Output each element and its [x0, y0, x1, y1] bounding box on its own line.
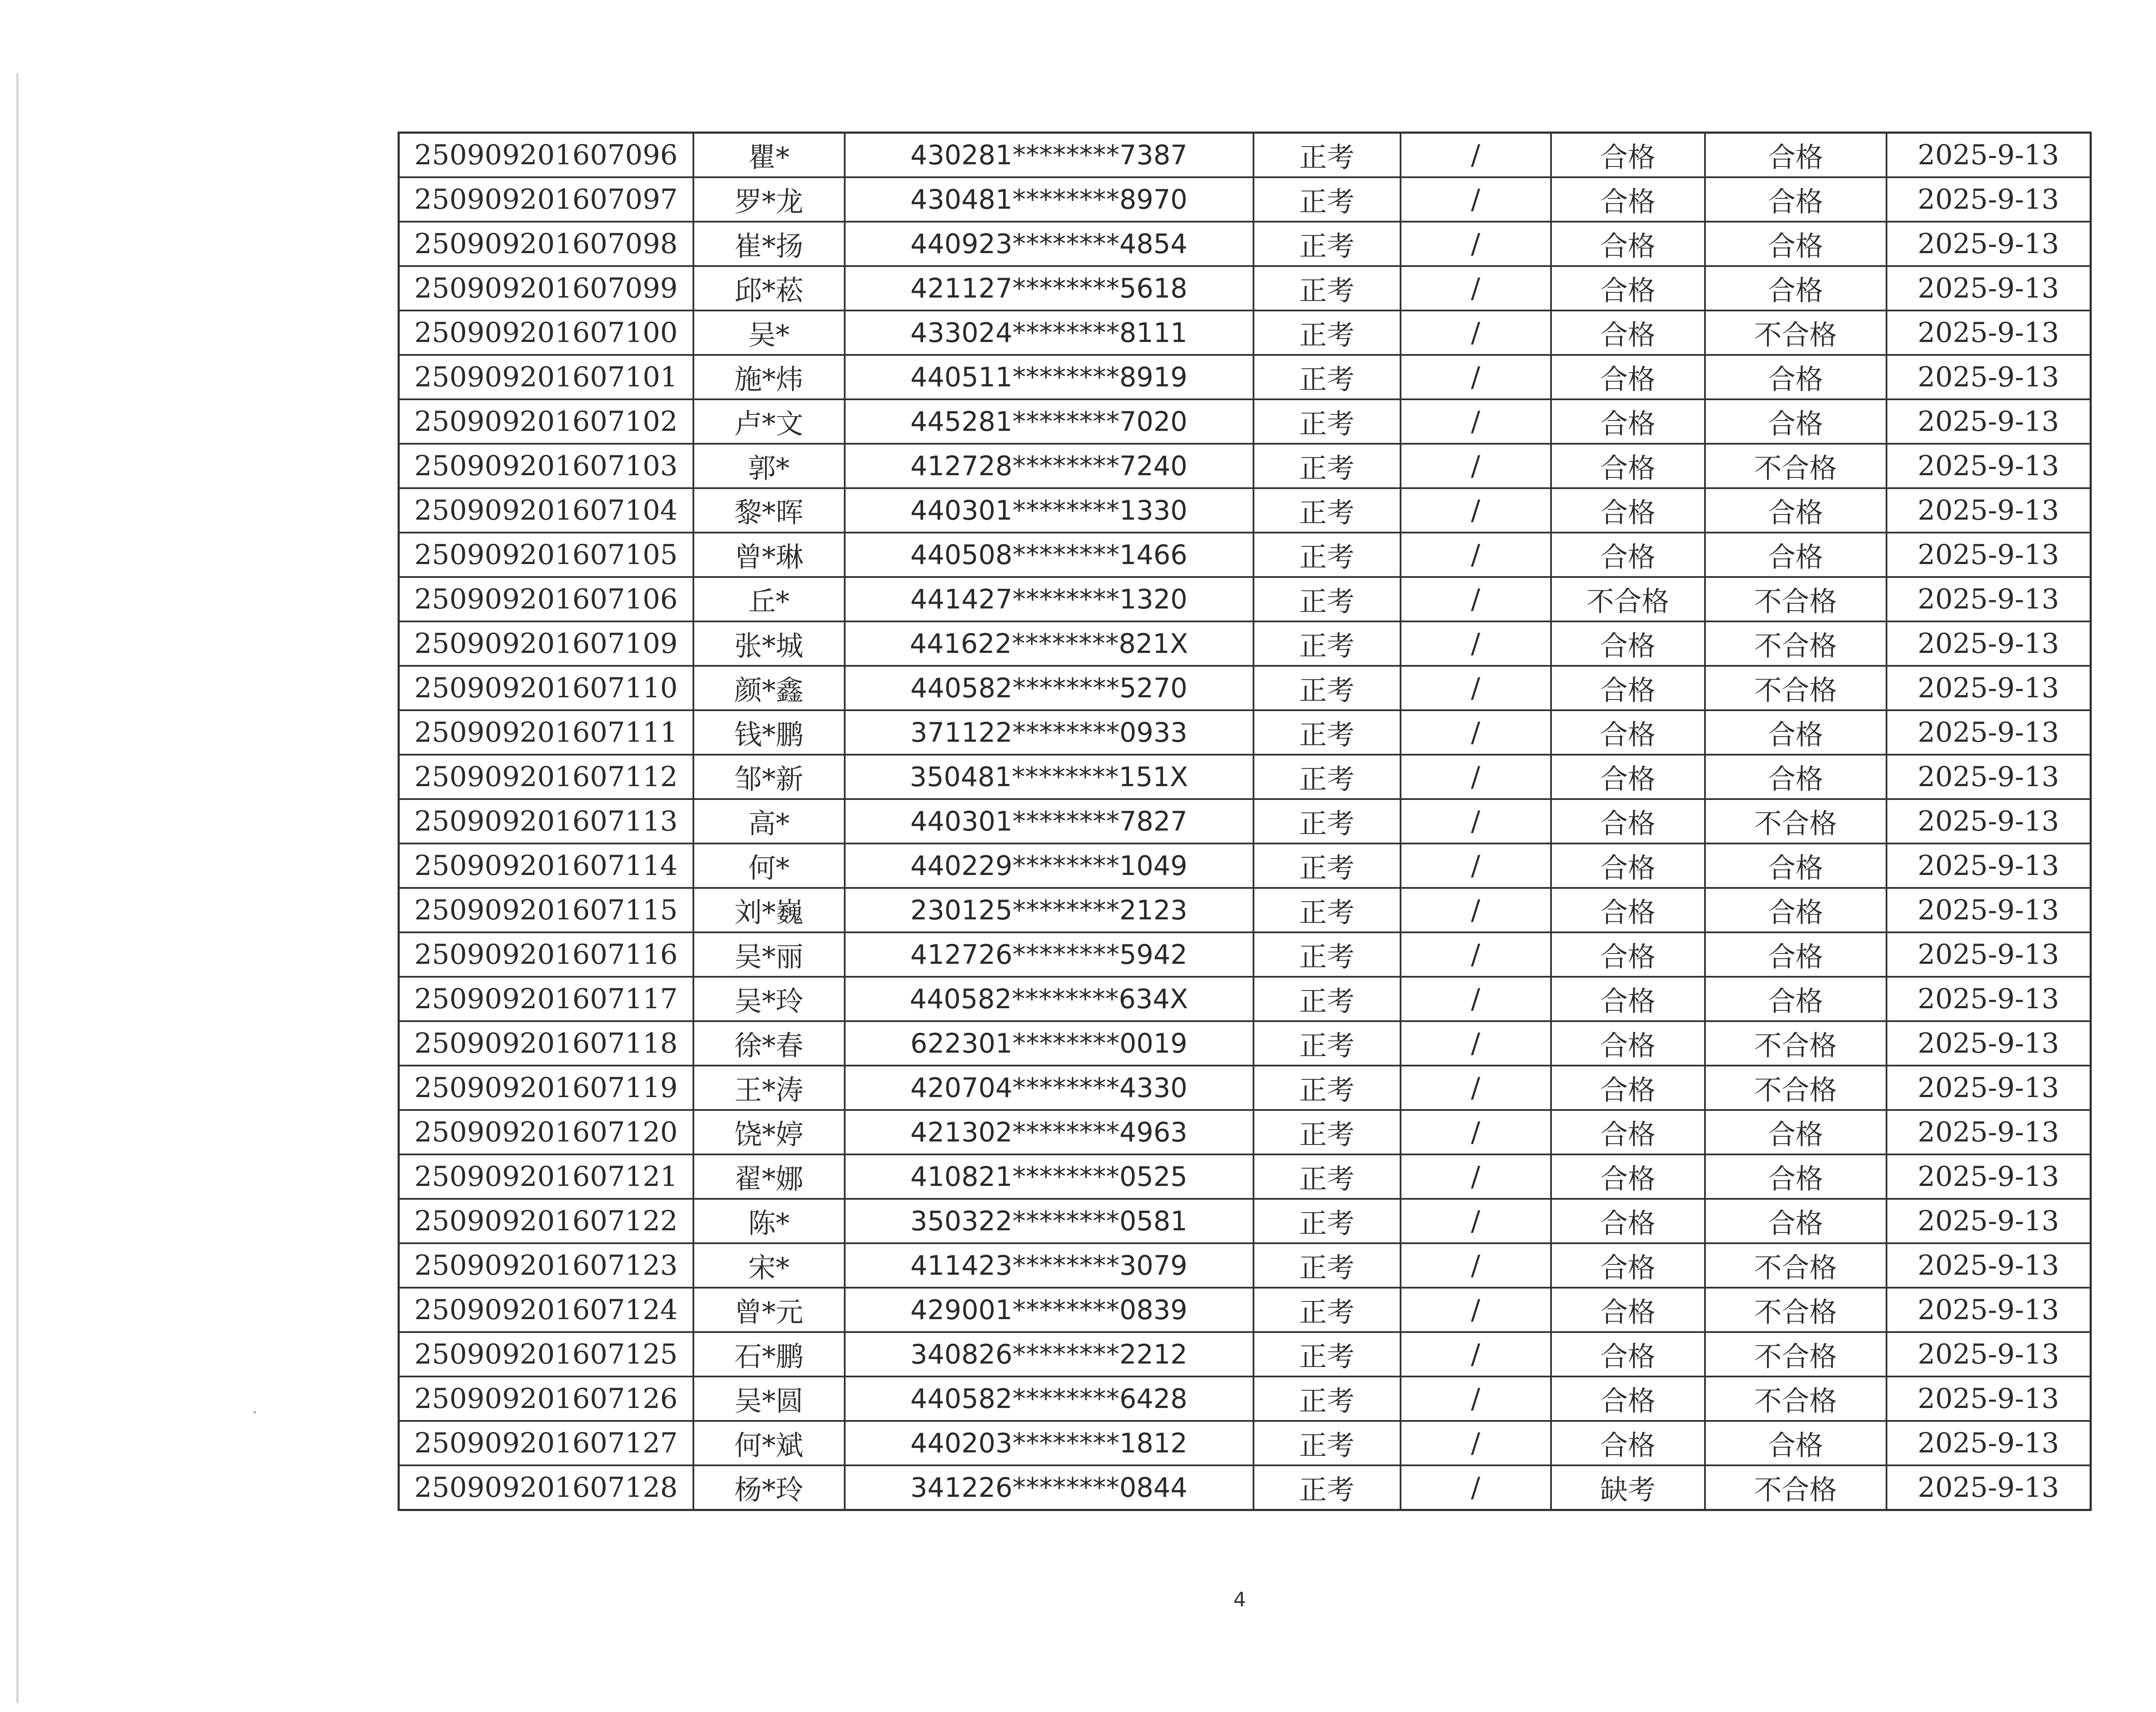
cell-result-1: 合格 [1551, 222, 1705, 266]
cell-candidate-name: 何* [693, 843, 845, 888]
cell-exam-type: 正考 [1253, 1199, 1401, 1243]
cell-result-2: 不合格 [1705, 1066, 1887, 1110]
cell-exam-type: 正考 [1253, 355, 1401, 399]
cell-remark: / [1401, 888, 1551, 932]
cell-exam-type: 正考 [1253, 1288, 1401, 1332]
cell-id-card-number: 440923********4854 [845, 222, 1253, 266]
cell-exam-type: 正考 [1253, 1154, 1401, 1199]
cell-exam-number: 250909201607118 [399, 1021, 693, 1066]
cell-exam-number: 250909201607106 [399, 577, 693, 621]
cell-candidate-name: 颜*鑫 [693, 666, 845, 710]
cell-id-card-number: 421127********5618 [845, 266, 1253, 310]
cell-id-card-number: 441622********821X [845, 621, 1253, 666]
cell-remark: / [1401, 1199, 1551, 1243]
cell-result-1: 合格 [1551, 266, 1705, 310]
table-row [399, 533, 2091, 577]
cell-exam-number: 250909201607122 [399, 1199, 693, 1243]
cell-exam-date: 2025-9-13 [1887, 1465, 2091, 1510]
cell-exam-number: 250909201607125 [399, 1332, 693, 1376]
cell-exam-type: 正考 [1253, 1421, 1401, 1465]
cell-result-2: 合格 [1705, 488, 1887, 533]
cell-candidate-name: 吴*丽 [693, 932, 845, 977]
cell-exam-date: 2025-9-13 [1887, 1021, 2091, 1066]
cell-id-card-number: 440301********1330 [845, 488, 1253, 533]
cell-result-2: 不合格 [1705, 444, 1887, 488]
cell-exam-type: 正考 [1253, 266, 1401, 310]
cell-candidate-name: 吴* [693, 310, 845, 355]
cell-remark: / [1401, 666, 1551, 710]
cell-result-1: 合格 [1551, 799, 1705, 843]
cell-id-card-number: 350481********151X [845, 755, 1253, 799]
cell-candidate-name: 张*城 [693, 621, 845, 666]
cell-exam-date: 2025-9-13 [1887, 621, 2091, 666]
cell-candidate-name: 杨*玲 [693, 1465, 845, 1510]
cell-exam-date: 2025-9-13 [1887, 1110, 2091, 1154]
table-row [399, 310, 2091, 355]
cell-exam-date: 2025-9-13 [1887, 399, 2091, 444]
cell-result-1: 合格 [1551, 977, 1705, 1021]
cell-result-1: 合格 [1551, 1021, 1705, 1066]
table-row [399, 222, 2091, 266]
cell-result-1: 合格 [1551, 888, 1705, 932]
cell-exam-type: 正考 [1253, 666, 1401, 710]
cell-exam-number: 250909201607096 [399, 133, 693, 178]
cell-remark: / [1401, 488, 1551, 533]
cell-candidate-name: 黎*晖 [693, 488, 845, 533]
cell-candidate-name: 吴*圆 [693, 1376, 845, 1421]
cell-remark: / [1401, 310, 1551, 355]
cell-result-2: 合格 [1705, 977, 1887, 1021]
cell-exam-number: 250909201607128 [399, 1465, 693, 1510]
cell-result-2: 合格 [1705, 399, 1887, 444]
cell-exam-number: 250909201607120 [399, 1110, 693, 1154]
cell-exam-type: 正考 [1253, 799, 1401, 843]
table-body [399, 133, 2091, 1510]
cell-exam-date: 2025-9-13 [1887, 666, 2091, 710]
cell-exam-date: 2025-9-13 [1887, 1288, 2091, 1332]
cell-exam-date: 2025-9-13 [1887, 488, 2091, 533]
cell-result-2: 不合格 [1705, 1465, 1887, 1510]
cell-id-card-number: 429001********0839 [845, 1288, 1253, 1332]
cell-exam-date: 2025-9-13 [1887, 222, 2091, 266]
cell-remark: / [1401, 799, 1551, 843]
cell-exam-type: 正考 [1253, 1021, 1401, 1066]
cell-exam-date: 2025-9-13 [1887, 1332, 2091, 1376]
cell-result-1: 合格 [1551, 533, 1705, 577]
cell-exam-date: 2025-9-13 [1887, 1154, 2091, 1199]
table-row [399, 755, 2091, 799]
cell-result-2: 不合格 [1705, 1288, 1887, 1332]
cell-result-1: 合格 [1551, 133, 1705, 178]
cell-result-2: 合格 [1705, 710, 1887, 755]
cell-result-2: 不合格 [1705, 1332, 1887, 1376]
cell-id-card-number: 411423********3079 [845, 1243, 1253, 1288]
cell-exam-date: 2025-9-13 [1887, 1243, 2091, 1288]
table-row [399, 133, 2091, 178]
cell-result-1: 合格 [1551, 932, 1705, 977]
cell-id-card-number: 440582********634X [845, 977, 1253, 1021]
cell-result-2: 合格 [1705, 932, 1887, 977]
cell-result-1: 合格 [1551, 1066, 1705, 1110]
table-row [399, 355, 2091, 399]
cell-id-card-number: 230125********2123 [845, 888, 1253, 932]
cell-candidate-name: 钱*鹏 [693, 710, 845, 755]
table-row [399, 621, 2091, 666]
cell-result-2: 不合格 [1705, 1376, 1887, 1421]
cell-exam-type: 正考 [1253, 1243, 1401, 1288]
cell-exam-type: 正考 [1253, 222, 1401, 266]
table-row [399, 266, 2091, 310]
cell-candidate-name: 丘* [693, 577, 845, 621]
cell-exam-number: 250909201607102 [399, 399, 693, 444]
table-row [399, 1021, 2091, 1066]
cell-exam-date: 2025-9-13 [1887, 355, 2091, 399]
cell-id-card-number: 440582********5270 [845, 666, 1253, 710]
cell-exam-number: 250909201607099 [399, 266, 693, 310]
table-row [399, 1110, 2091, 1154]
table-row [399, 932, 2091, 977]
cell-id-card-number: 445281********7020 [845, 399, 1253, 444]
cell-result-2: 不合格 [1705, 799, 1887, 843]
cell-remark: / [1401, 577, 1551, 621]
cell-exam-type: 正考 [1253, 444, 1401, 488]
cell-exam-date: 2025-9-13 [1887, 932, 2091, 977]
cell-exam-type: 正考 [1253, 888, 1401, 932]
cell-id-card-number: 371122********0933 [845, 710, 1253, 755]
cell-exam-date: 2025-9-13 [1887, 444, 2091, 488]
cell-result-1: 不合格 [1551, 577, 1705, 621]
cell-exam-number: 250909201607123 [399, 1243, 693, 1288]
table-row [399, 1243, 2091, 1288]
cell-remark: / [1401, 266, 1551, 310]
cell-candidate-name: 郭* [693, 444, 845, 488]
cell-exam-number: 250909201607115 [399, 888, 693, 932]
cell-result-1: 合格 [1551, 355, 1705, 399]
cell-id-card-number: 440203********1812 [845, 1421, 1253, 1465]
cell-candidate-name: 邹*新 [693, 755, 845, 799]
cell-exam-date: 2025-9-13 [1887, 755, 2091, 799]
cell-candidate-name: 饶*婷 [693, 1110, 845, 1154]
cell-remark: / [1401, 1110, 1551, 1154]
cell-result-2: 不合格 [1705, 621, 1887, 666]
cell-exam-number: 250909201607124 [399, 1288, 693, 1332]
cell-remark: / [1401, 1465, 1551, 1510]
cell-id-card-number: 440511********8919 [845, 355, 1253, 399]
cell-remark: / [1401, 1243, 1551, 1288]
cell-remark: / [1401, 1421, 1551, 1465]
cell-exam-number: 250909201607114 [399, 843, 693, 888]
cell-exam-number: 250909201607100 [399, 310, 693, 355]
cell-exam-type: 正考 [1253, 488, 1401, 533]
cell-id-card-number: 433024********8111 [845, 310, 1253, 355]
cell-exam-type: 正考 [1253, 1332, 1401, 1376]
cell-exam-date: 2025-9-13 [1887, 1066, 2091, 1110]
cell-result-2: 合格 [1705, 755, 1887, 799]
cell-candidate-name: 瞿* [693, 133, 845, 178]
cell-exam-type: 正考 [1253, 177, 1401, 222]
table-row [399, 977, 2091, 1021]
cell-remark: / [1401, 1376, 1551, 1421]
cell-exam-date: 2025-9-13 [1887, 710, 2091, 755]
cell-result-1: 合格 [1551, 1110, 1705, 1154]
cell-result-2: 合格 [1705, 533, 1887, 577]
cell-id-card-number: 622301********0019 [845, 1021, 1253, 1066]
cell-result-2: 合格 [1705, 1110, 1887, 1154]
page-number: 4 [1233, 1588, 1246, 1611]
cell-result-1: 合格 [1551, 399, 1705, 444]
cell-candidate-name: 宋* [693, 1243, 845, 1288]
cell-exam-number: 250909201607116 [399, 932, 693, 977]
cell-exam-number: 250909201607101 [399, 355, 693, 399]
scan-edge-line [16, 73, 19, 1703]
cell-result-1: 合格 [1551, 1421, 1705, 1465]
cell-result-2: 合格 [1705, 355, 1887, 399]
cell-result-2: 合格 [1705, 222, 1887, 266]
cell-exam-type: 正考 [1253, 1376, 1401, 1421]
cell-remark: / [1401, 1066, 1551, 1110]
cell-remark: / [1401, 1288, 1551, 1332]
table-row [399, 1421, 2091, 1465]
cell-remark: / [1401, 710, 1551, 755]
cell-exam-number: 250909201607097 [399, 177, 693, 222]
cell-id-card-number: 421302********4963 [845, 1110, 1253, 1154]
cell-remark: / [1401, 533, 1551, 577]
cell-remark: / [1401, 1332, 1551, 1376]
cell-exam-number: 250909201607121 [399, 1154, 693, 1199]
cell-result-2: 合格 [1705, 1199, 1887, 1243]
table-row [399, 1154, 2091, 1199]
table-row [399, 888, 2091, 932]
cell-result-2: 不合格 [1705, 577, 1887, 621]
cell-remark: / [1401, 399, 1551, 444]
cell-remark: / [1401, 1021, 1551, 1066]
cell-result-1: 合格 [1551, 621, 1705, 666]
cell-result-2: 不合格 [1705, 666, 1887, 710]
cell-exam-date: 2025-9-13 [1887, 577, 2091, 621]
cell-exam-type: 正考 [1253, 1066, 1401, 1110]
cell-exam-date: 2025-9-13 [1887, 977, 2091, 1021]
cell-exam-type: 正考 [1253, 932, 1401, 977]
cell-exam-date: 2025-9-13 [1887, 266, 2091, 310]
cell-exam-number: 250909201607111 [399, 710, 693, 755]
cell-exam-date: 2025-9-13 [1887, 177, 2091, 222]
table-row [399, 444, 2091, 488]
exam-results-table [398, 132, 2092, 1511]
table-row [399, 1376, 2091, 1421]
cell-candidate-name: 崔*扬 [693, 222, 845, 266]
cell-exam-number: 250909201607109 [399, 621, 693, 666]
cell-candidate-name: 施*炜 [693, 355, 845, 399]
cell-exam-type: 正考 [1253, 755, 1401, 799]
cell-result-1: 合格 [1551, 177, 1705, 222]
cell-exam-number: 250909201607126 [399, 1376, 693, 1421]
cell-id-card-number: 440301********7827 [845, 799, 1253, 843]
cell-result-1: 合格 [1551, 1332, 1705, 1376]
cell-result-1: 合格 [1551, 444, 1705, 488]
cell-result-1: 合格 [1551, 488, 1705, 533]
cell-exam-type: 正考 [1253, 577, 1401, 621]
cell-exam-date: 2025-9-13 [1887, 1421, 2091, 1465]
cell-remark: / [1401, 133, 1551, 178]
cell-id-card-number: 340826********2212 [845, 1332, 1253, 1376]
cell-exam-number: 250909201607105 [399, 533, 693, 577]
cell-exam-date: 2025-9-13 [1887, 799, 2091, 843]
table-row [399, 1066, 2091, 1110]
cell-id-card-number: 420704********4330 [845, 1066, 1253, 1110]
cell-exam-number: 250909201607117 [399, 977, 693, 1021]
table-row [399, 1288, 2091, 1332]
cell-result-1: 合格 [1551, 843, 1705, 888]
cell-exam-type: 正考 [1253, 977, 1401, 1021]
cell-exam-number: 250909201607103 [399, 444, 693, 488]
cell-candidate-name: 徐*春 [693, 1021, 845, 1066]
cell-candidate-name: 高* [693, 799, 845, 843]
cell-candidate-name: 罗*龙 [693, 177, 845, 222]
cell-exam-type: 正考 [1253, 399, 1401, 444]
cell-result-1: 合格 [1551, 1288, 1705, 1332]
cell-result-1: 合格 [1551, 710, 1705, 755]
cell-exam-number: 250909201607098 [399, 222, 693, 266]
cell-result-1: 合格 [1551, 1243, 1705, 1288]
cell-candidate-name: 曾*琳 [693, 533, 845, 577]
cell-exam-date: 2025-9-13 [1887, 1376, 2091, 1421]
cell-id-card-number: 350322********0581 [845, 1199, 1253, 1243]
cell-exam-date: 2025-9-13 [1887, 533, 2091, 577]
cell-exam-type: 正考 [1253, 133, 1401, 178]
cell-result-1: 合格 [1551, 1154, 1705, 1199]
cell-remark: / [1401, 222, 1551, 266]
table-row [399, 488, 2091, 533]
table-row [399, 666, 2091, 710]
cell-result-1: 合格 [1551, 755, 1705, 799]
cell-exam-number: 250909201607110 [399, 666, 693, 710]
cell-result-2: 合格 [1705, 177, 1887, 222]
cell-candidate-name: 吴*玲 [693, 977, 845, 1021]
cell-exam-date: 2025-9-13 [1887, 133, 2091, 178]
cell-remark: / [1401, 621, 1551, 666]
cell-id-card-number: 440229********1049 [845, 843, 1253, 888]
cell-candidate-name: 王*涛 [693, 1066, 845, 1110]
cell-candidate-name: 卢*文 [693, 399, 845, 444]
table-row [399, 577, 2091, 621]
cell-result-2: 合格 [1705, 888, 1887, 932]
table-row [399, 1199, 2091, 1243]
table-row [399, 1332, 2091, 1376]
table-row [399, 399, 2091, 444]
cell-remark: / [1401, 755, 1551, 799]
cell-exam-type: 正考 [1253, 843, 1401, 888]
cell-candidate-name: 邱*菘 [693, 266, 845, 310]
table-row [399, 799, 2091, 843]
table-row [399, 710, 2091, 755]
cell-candidate-name: 翟*娜 [693, 1154, 845, 1199]
table-row [399, 1465, 2091, 1510]
cell-remark: / [1401, 977, 1551, 1021]
cell-exam-type: 正考 [1253, 621, 1401, 666]
cell-exam-date: 2025-9-13 [1887, 888, 2091, 932]
cell-result-2: 不合格 [1705, 310, 1887, 355]
cell-result-2: 合格 [1705, 1421, 1887, 1465]
cell-result-2: 合格 [1705, 133, 1887, 178]
cell-exam-type: 正考 [1253, 1110, 1401, 1154]
cell-exam-number: 250909201607127 [399, 1421, 693, 1465]
cell-exam-number: 250909201607119 [399, 1066, 693, 1110]
cell-result-1: 合格 [1551, 666, 1705, 710]
cell-id-card-number: 440582********6428 [845, 1376, 1253, 1421]
cell-exam-type: 正考 [1253, 710, 1401, 755]
cell-result-2: 合格 [1705, 843, 1887, 888]
cell-id-card-number: 440508********1466 [845, 533, 1253, 577]
cell-candidate-name: 何*斌 [693, 1421, 845, 1465]
cell-result-2: 不合格 [1705, 1021, 1887, 1066]
cell-id-card-number: 430281********7387 [845, 133, 1253, 178]
cell-remark: / [1401, 843, 1551, 888]
scan-speck [254, 1411, 256, 1414]
cell-id-card-number: 430481********8970 [845, 177, 1253, 222]
cell-result-1: 缺考 [1551, 1465, 1705, 1510]
cell-result-1: 合格 [1551, 1199, 1705, 1243]
cell-exam-type: 正考 [1253, 1465, 1401, 1510]
cell-result-2: 合格 [1705, 1154, 1887, 1199]
cell-exam-date: 2025-9-13 [1887, 310, 2091, 355]
cell-exam-date: 2025-9-13 [1887, 1199, 2091, 1243]
cell-exam-type: 正考 [1253, 310, 1401, 355]
cell-result-2: 合格 [1705, 266, 1887, 310]
cell-exam-number: 250909201607113 [399, 799, 693, 843]
cell-remark: / [1401, 177, 1551, 222]
table-row [399, 177, 2091, 222]
cell-id-card-number: 441427********1320 [845, 577, 1253, 621]
cell-remark: / [1401, 1154, 1551, 1199]
cell-id-card-number: 410821********0525 [845, 1154, 1253, 1199]
cell-id-card-number: 412726********5942 [845, 932, 1253, 977]
cell-candidate-name: 陈* [693, 1199, 845, 1243]
cell-exam-type: 正考 [1253, 533, 1401, 577]
cell-exam-date: 2025-9-13 [1887, 843, 2091, 888]
cell-result-1: 合格 [1551, 1376, 1705, 1421]
cell-candidate-name: 曾*元 [693, 1288, 845, 1332]
cell-remark: / [1401, 932, 1551, 977]
cell-exam-number: 250909201607112 [399, 755, 693, 799]
cell-exam-number: 250909201607104 [399, 488, 693, 533]
cell-id-card-number: 412728********7240 [845, 444, 1253, 488]
cell-id-card-number: 341226********0844 [845, 1465, 1253, 1510]
cell-result-2: 不合格 [1705, 1243, 1887, 1288]
cell-candidate-name: 石*鹏 [693, 1332, 845, 1376]
cell-remark: / [1401, 355, 1551, 399]
table-row [399, 843, 2091, 888]
cell-result-1: 合格 [1551, 310, 1705, 355]
cell-candidate-name: 刘*巍 [693, 888, 845, 932]
cell-remark: / [1401, 444, 1551, 488]
